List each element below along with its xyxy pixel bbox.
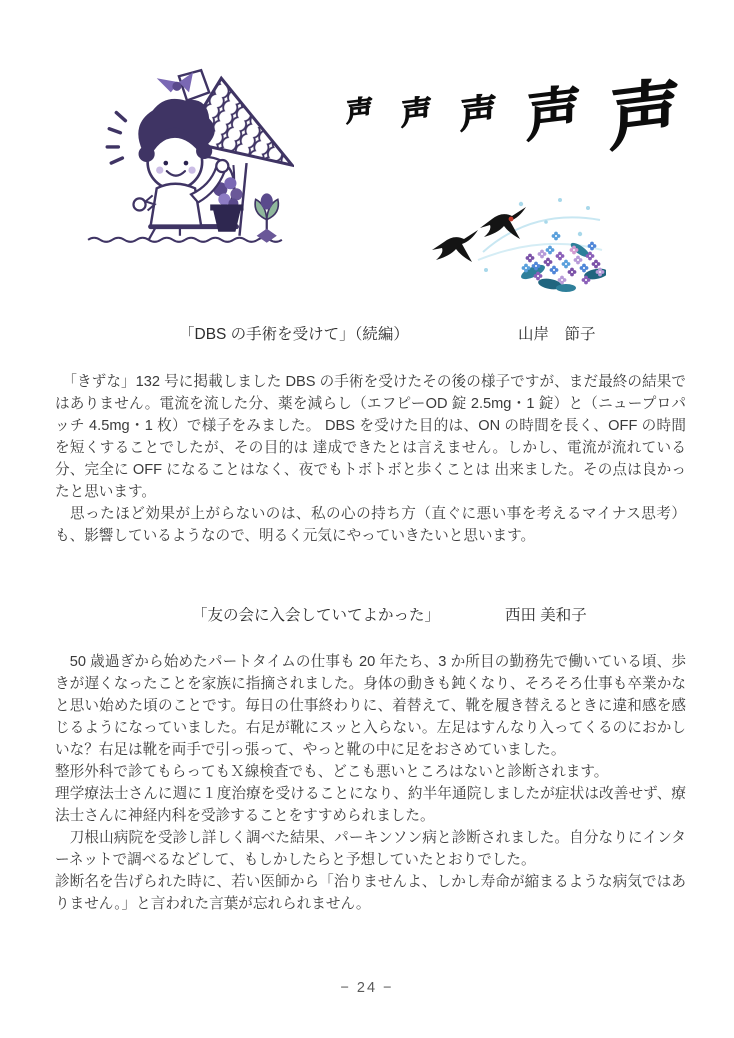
swallows-flowers-decoration-image	[428, 192, 606, 292]
article-1-author: 山岸 節子	[518, 326, 596, 343]
paragraph: 刀根山病院を受診し詳しく調べた結果、パーキンソン病と診断されました。自分なりにインターネットで調べるなどして、もしかしたらと予想していたとおりでした。	[55, 830, 686, 868]
article-1-header	[0, 322, 734, 344]
logo-char: 声	[608, 71, 681, 161]
paragraph: 理学療法士さんに週に１度治療を受けることになり、約半年通院しましたが症状は改善せず、療法士さんに神経内科を受診することをすすめられました。	[55, 786, 686, 824]
article-2-title: 「友の会に入会していてよかった」	[192, 607, 441, 624]
logo-char: 声	[401, 92, 433, 132]
ground-line	[88, 238, 282, 242]
swallow-icon	[432, 207, 526, 262]
logo-char: 声	[460, 90, 498, 136]
article-2-author: 西田 美和子	[505, 607, 587, 624]
paragraph: 50 歳過ぎから始めたパートタイムの仕事も 20 年たち、3 か所目の勤務先で働いている頃、歩きが遅くなったことを家族に指摘されました。身体の動きも鈍くなり、そろそろ仕事も卒業かなと思い始めた頃のことです。毎日の仕事終わりに、着替えて、靴を履き替えるときに違和感を感じるようになっていました。右足が靴にスッと入らない。左足はすんなり入ってくるのにおかしいな？右足は靴を両手で引っ張って、やっと靴の中に足をおさめていました。	[55, 654, 686, 758]
article-1-body	[55, 371, 686, 547]
article-2-header	[0, 603, 734, 625]
tulip-drawing	[255, 193, 278, 242]
sparkle-dashes	[107, 113, 125, 163]
masthead-logo	[346, 60, 680, 168]
paragraph: 思ったほど効果が上がらないのは、私の心の持ち方（直ぐに悪い事を考えるマイナス思考）も、影響しているようなので、明るく元気にやっていきたいと思います。	[55, 506, 686, 544]
page-number: − 24 −	[340, 980, 394, 996]
article-1-title: 「DBS の手術を受けて」（続編）	[179, 326, 409, 343]
paragraph: 整形外科で診てもらってもＸ線検査でも、どこも悪いところはないと診断されます。	[55, 764, 609, 780]
article-2-body	[55, 651, 686, 915]
child-house-illustration-image	[82, 66, 294, 248]
logo-char: 声	[525, 78, 582, 149]
logo-char: 声	[345, 93, 374, 128]
paragraph: 「きずな」132 号に掲載しました DBS の手術を受けたその後の様子ですが、まだ最終の結果ではありません。電流を流した分、薬を減らし（エフピーOD 錠 2.5mg・1 錠）と（ニュープロパッチ 4.5mg・1 枚）で様子をみました。 DBS を受けた目的は、ON の時間を長く、OFF の時間を短くすることでしたが、その目的は 達成できたとは言えません。しかし、電流が流れている分、完全に OFF になることはなく、夜でもトボトボと歩くことは 出来ました。その点は良かったと思います。	[55, 374, 686, 500]
paragraph: 診断名を告げられた時に、若い医師から「治りませんよ、しかし寿命が縮まるような病気ではありません。」と言われた言葉が忘れられません。	[55, 874, 686, 912]
